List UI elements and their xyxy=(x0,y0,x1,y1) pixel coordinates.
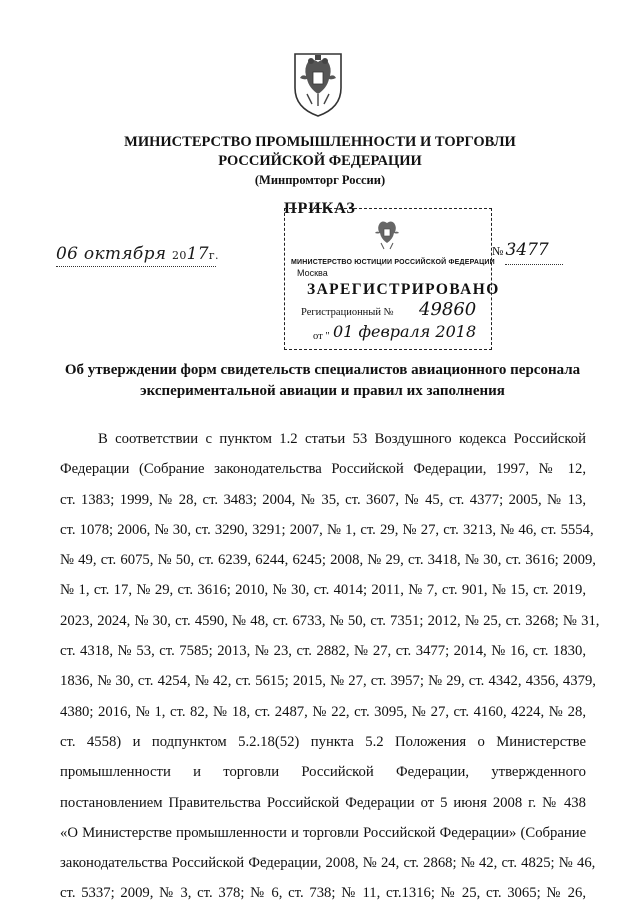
order-title: ПРИКАЗ xyxy=(284,200,356,217)
order-year-prefix: 20 xyxy=(172,249,187,262)
body-line: ст. 4318, № 53, ст. 7585; 2013, № 23, ст. 2882, № 27, ст. 3477; 2014, № 16, ст. 1830, xyxy=(60,643,586,660)
body-line: № 1, ст. 17, № 29, ст. 3616; 2010, № 30, ст. 4014; 2011, № 7, ст. 901, № 15, ст. 2019, xyxy=(60,582,586,599)
stamp-registered: ЗАРЕГИСТРИРОВАНО xyxy=(307,281,500,298)
body-line: 2023, 2024, № 30, ст. 4590, № 48, ст. 6733, № 50, ст. 7351; 2012, № 25, ст. 3268; № 31, xyxy=(60,612,600,629)
ministry-short-name: (Минпромторг России) xyxy=(254,173,386,187)
order-year-suffix: г. xyxy=(208,249,219,262)
document-title-line2: экспериментальной авиации и правил их заполнения xyxy=(140,383,505,399)
document-title-line1: Об утверждении форм свидетельств специалистов авиационного персонала xyxy=(64,362,581,378)
number-sign: № xyxy=(492,244,504,258)
stamp-ministry: МИНИСТЕРСТВО ЮСТИЦИИ РОССИЙСКОЙ ФЕДЕРАЦИИ xyxy=(291,259,495,266)
body-line: ст. 1078; 2006, № 30, ст. 3290, 3291; 2007, № 1, ст. 29, № 27, ст. 3213, № 46, ст. 5554, xyxy=(60,521,594,538)
body-line: промышленности и торговли Российской Федерации, утвержденного xyxy=(60,764,586,781)
body-line: «О Министерстве промышленности и торговли Российской Федерации» (Собрание xyxy=(60,824,587,841)
stamp-reg-label: Регистрационный № xyxy=(301,307,394,318)
body-line: 4380; 2016, № 1, ст. 82, № 18, ст. 2487, № 22, ст. 3095, № 27, ст. 4160, 4224, № 28, xyxy=(60,703,586,720)
ministry-name xyxy=(80,133,560,190)
body-line: В соответствии с пунктом 1.2 статьи 53 Воздушного кодекса Российской xyxy=(98,431,586,447)
order-number-handwritten: 3477 xyxy=(505,240,549,260)
date-underline xyxy=(56,266,216,267)
stamp-reg-number: 49860 xyxy=(419,299,477,320)
order-date xyxy=(56,244,219,264)
body-line: ст. 4558) и подпунктом 5.2.18(52) пункта 5.2 Положения о Министерстве xyxy=(60,733,586,750)
number-underline xyxy=(505,264,563,265)
body-line: законодательства Российской Федерации, 2008, № 24, ст. 2868; № 42, ст. 4825; № 46, xyxy=(60,855,596,872)
order-year-handwritten: 17 xyxy=(186,244,209,264)
stamp-emblem-icon xyxy=(371,217,403,251)
stamp-city: Москва xyxy=(297,268,328,278)
body-line: № 49, ст. 6075, № 50, ст. 6239, 6244, 6245; 2008, № 29, ст. 3418, № 30, ст. 3616; 2009, xyxy=(60,552,596,569)
stamp-from-label: от " xyxy=(313,331,330,342)
body-line: 1836, № 30, ст. 4254, № 42, ст. 5615; 2015, № 27, ст. 3957; № 29, ст. 4342, 4356, 4379, xyxy=(60,673,596,690)
body-line: ст. 5337; 2009, № 3, ст. 378; № 6, ст. 738; № 11, ст.1316; № 25, ст. 3065; № 26, xyxy=(60,885,586,902)
document-title xyxy=(60,360,585,402)
body-line: постановлением Правительства Российской Федерации от 5 июня 2008 г. № 438 xyxy=(60,794,586,811)
order-date-handwritten: 06 октября xyxy=(56,244,167,264)
body-line: ст. 1383; 1999, № 28, ст. 3483; 2004, № 35, ст. 3607, № 45, ст. 4377; 2005, № 13, xyxy=(60,491,586,508)
ministry-name-line1: МИНИСТЕРСТВО ПРОМЫШЛЕННОСТИ И ТОРГОВЛИ xyxy=(124,134,516,150)
document-body xyxy=(60,424,600,909)
stamp-from-date: 01 февраля 2018 xyxy=(333,322,477,341)
state-emblem-icon xyxy=(287,48,349,118)
order-number xyxy=(492,240,549,260)
ministry-name-line2: РОССИЙСКОЙ ФЕДЕРАЦИИ xyxy=(218,153,422,169)
registration-stamp xyxy=(284,208,500,350)
body-line: Федерации (Собрание законодательства Российской Федерации, 1997, № 12, xyxy=(60,461,586,478)
